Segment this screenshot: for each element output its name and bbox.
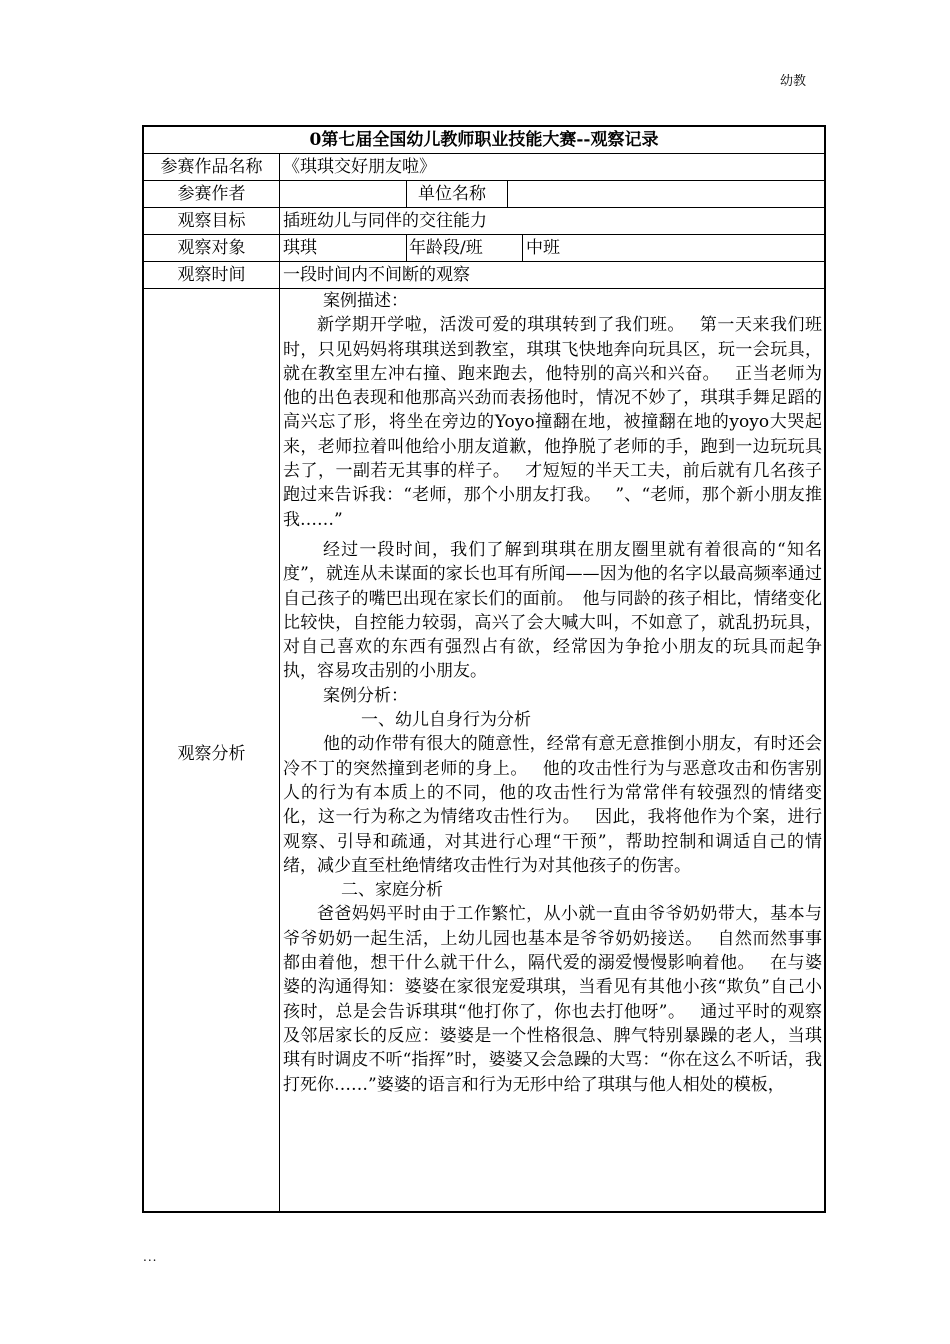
goal-label: 观察目标 [144, 208, 280, 234]
time-label: 观察时间 [144, 262, 280, 288]
child-behavior-paragraph: 他的动作带有很大的随意性，经常有意无意推倒小朋友，有时还会冷不丁的突然撞到老师的身上。 他的攻击性行为与恶意攻击和伤害别人的行为有本质上的不同，他的攻击性行为常常伴有较强烈的情绪变化，这一行为称之为情绪攻击性行为。 因此，我将他作为个案，进行观察、引导和疏通，对其进行心理“干预”，帮助控制和调适自己的情绪，减少直至杜绝情绪攻击性行为对其他孩子的伤害。 [283, 734, 822, 876]
table-row-time [144, 262, 824, 289]
table-row-work-name [144, 154, 824, 181]
table-row-goal [144, 208, 824, 235]
unit-value [508, 181, 511, 207]
subject-label: 观察对象 [144, 235, 280, 261]
case-description-paragraph-2: 经过一段时间，我们了解到琪琪在朋友圈里就有着很高的“知名度”，就连从未谋面的家长也耳有所闻——因为他的名字以最高频率通过自己孩子的嘴巴出现在家长们的面前。 他与同龄的孩子相比，情绪变化比较快，自控能力较弱，高兴了会大喊大叫，不如意了，就乱扔玩具，对自己喜欢的东西有强烈占有欲，经常因为争抢小朋友的玩具而起争执，容易攻击别的小朋友。 [283, 539, 822, 682]
family-analysis-paragraph: 爸爸妈妈平时由于工作繁忙，从小就一直由爷爷奶奶带大，基本与爷爷奶奶一起生活，上幼儿园也基本是爷爷奶奶接送。 自然而然事事都由着他，想干什么就干什么，隔代爱的溺爱慢慢影响着他。 在与婆婆的沟通得知：婆婆在家很宠爱琪琪，当看见有其他小孩“欺负”自己小孩时，总是会告诉琪琪“他打你了，你也去打他呀”。 通过平时的观察及邻居家长的反应：婆婆是一个性格很急、脾气特别暴躁的老人，当琪琪有时调皮不听“指挥”时，婆婆又会急躁的大骂：“你在这么不听话，我打死你……”婆婆的语言和行为无形中给了琪琪与他人相处的模板， [283, 904, 822, 1095]
section-heading-family: 二、家庭分析 [341, 880, 443, 901]
work-name-value: 《琪琪交好朋友啦》 [283, 157, 436, 177]
table-title: 0第七届全国幼儿教师职业技能大赛--观察记录 [144, 127, 824, 154]
unit-label: 单位名称 [407, 181, 508, 207]
analysis-label: 观察分析 [177, 744, 246, 764]
author-value [280, 181, 407, 207]
section-heading-child-behavior: 一、幼儿自身行为分析 [361, 710, 531, 731]
analysis-label-cell [144, 289, 280, 1211]
author-label: 参赛作者 [144, 181, 280, 207]
age-label: 年龄段/班 [407, 235, 523, 261]
work-name-label: 参赛作品名称 [144, 154, 280, 180]
header-label: 幼教 [780, 74, 807, 89]
case-analysis-heading: 案例分析： [323, 685, 408, 706]
table-row-subject [144, 235, 824, 262]
age-value: 中班 [526, 238, 560, 258]
case-description-heading: 案例描述： [323, 291, 408, 311]
table-row-analysis [144, 289, 824, 1211]
subject-value: 琪琪 [280, 235, 407, 261]
analysis-content [280, 289, 824, 1211]
table-row-author [144, 181, 824, 208]
footer-dots: ... [143, 1250, 158, 1264]
case-description-paragraph-1: 新学期开学啦，活泼可爱的琪琪转到了我们班。 第一天来我们班时，只见妈妈将琪琪送到教室，琪琪飞快地奔向玩具区，玩一会玩具，就在教室里左冲右撞、跑来跑去，他特别的高兴和兴奋。 正当老师为他的出色表现和他那高兴劲而表扬他时，情况不妙了，琪琪手舞足蹈的高兴忘了形，将坐在旁边的Yoyo撞翻在地，被撞翻在地的yoyo大哭起来，老师拉着叫他给小朋友道歉，他挣脱了老师的手，跑到一边玩玩具去了，一副若无其事的样子。 才短短的半天工夫，前后就有几名孩子跑过来告诉我：“老师，那个小朋友打我。 ”、“老师，那个新小朋友推我……” [283, 315, 822, 530]
observation-record-table [142, 125, 826, 1213]
time-value: 一段时间内不间断的观察 [283, 265, 470, 285]
goal-value: 插班幼儿与同伴的交往能力 [283, 211, 487, 231]
